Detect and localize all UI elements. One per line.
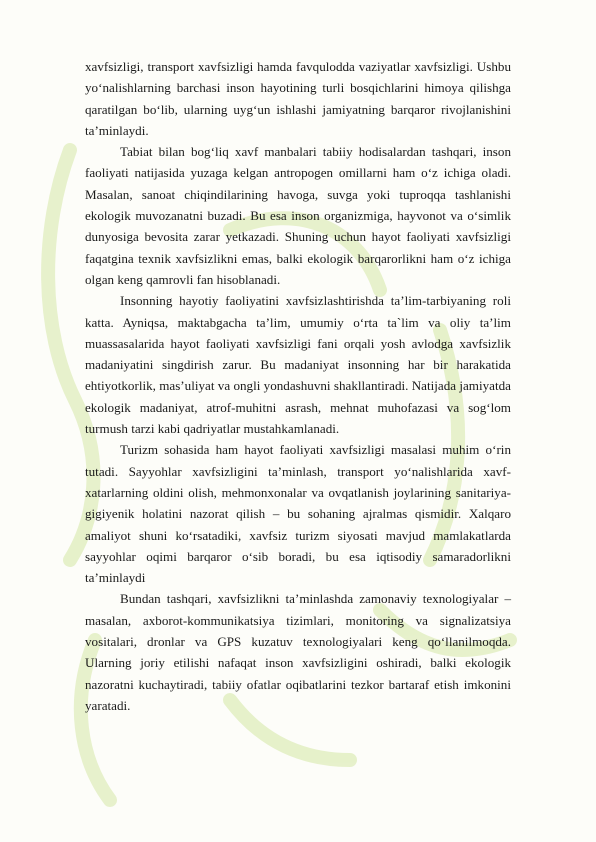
document-page bbox=[85, 56, 511, 716]
paragraph-5: Bundan tashqari, xavfsizlikni ta’minlashda zamonaviy texnologiyalar – masalan, axborot-kommunikatsiya tizimlari, monitoring va signalizatsiya vositalari, dronlar va GPS kuzatuv texnologiyalari keng qo‘llanilmoqda. Ularning joriy etilishi nafaqat inson xavfsizligini oshiradi, balki ekologik nazoratni kuchaytiradi, tabiiy ofatlar oqibatlarini tezkor bartaraf etish imkonini yaratadi. bbox=[85, 591, 511, 713]
paragraph-4: Turizm sohasida ham hayot faoliyati xavfsizligi masalasi muhim o‘rin tutadi. Sayyohlar xavfsizligini ta’minlash, transport yo‘nalishlarida xavf-xatarlarning oldini olish, mehmonxonalar va ovqatlanish joylarining sanitariya-gigiyenik holatini nazorat qilish – bu sohaning ajralmas qismidir. Xalqaro amaliyot shuni ko‘rsatadiki, xavfsiz turizm siyosati mavjud mamlakatlarda sayyohlar oqimi barqaror o‘sib boradi, bu esa iqtisodiy samaradorlikni ta’minlaydi bbox=[85, 442, 511, 586]
paragraph-2: Tabiat bilan bog‘liq xavf manbalari tabiiy hodisalardan tashqari, inson faoliyati natijasida yuzaga kelgan antropogen omillarni ham o‘z ichiga oladi. Masalan, sanoat chiqindilarining havoga, suvga yoki tuproqqa tashlanishi ekologik muvozanatni buzadi. Bu esa inson organizmiga, hayvonot va o‘simlik dunyosiga bevosita zarar yetkazadi. Shuning uchun hayot faoliyati xavfsizligi faqatgina texnik xavfsizlikni emas, balki ekologik barqarorlikni ham o‘z ichiga olgan keng qamrovli fan hisoblanadi. bbox=[85, 144, 511, 287]
paragraph-3: Insonning hayotiy faoliyatini xavfsizlashtirishda ta’lim-tarbiyaning roli katta. Ayniqsa, maktabgacha ta’lim, umumiy o‘rta ta`lim va oliy ta’lim muassasalarida hayot faoliyati xavfsizligi fani orqali yosh avlodga xavfsizlik madaniyatini singdirish zarur. Bu madaniyat insonning har bir harakatida ehtiyotkorlik, mas’uliyat va ongli yondashuvni shakllantiradi. Natijada jamiyatda ekologik madaniyat, atrof-muhitni asrash, mehnat muhofazasi va sog‘lom turmush tarzi kabi qadriyatlar mustahkamlanadi. bbox=[85, 293, 511, 437]
paragraph-1: xavfsizligi, transport xavfsizligi hamda favqulodda vaziyatlar xavfsizligi. Ushbu yo‘nalishlarning barchasi inson hayotining turli bosqichlarini himoya qilishga qaratilgan bo‘lib, ularning uyg‘un ishlashi jamiyatning barqaror rivojlanishini ta’minlaydi. bbox=[85, 59, 511, 138]
